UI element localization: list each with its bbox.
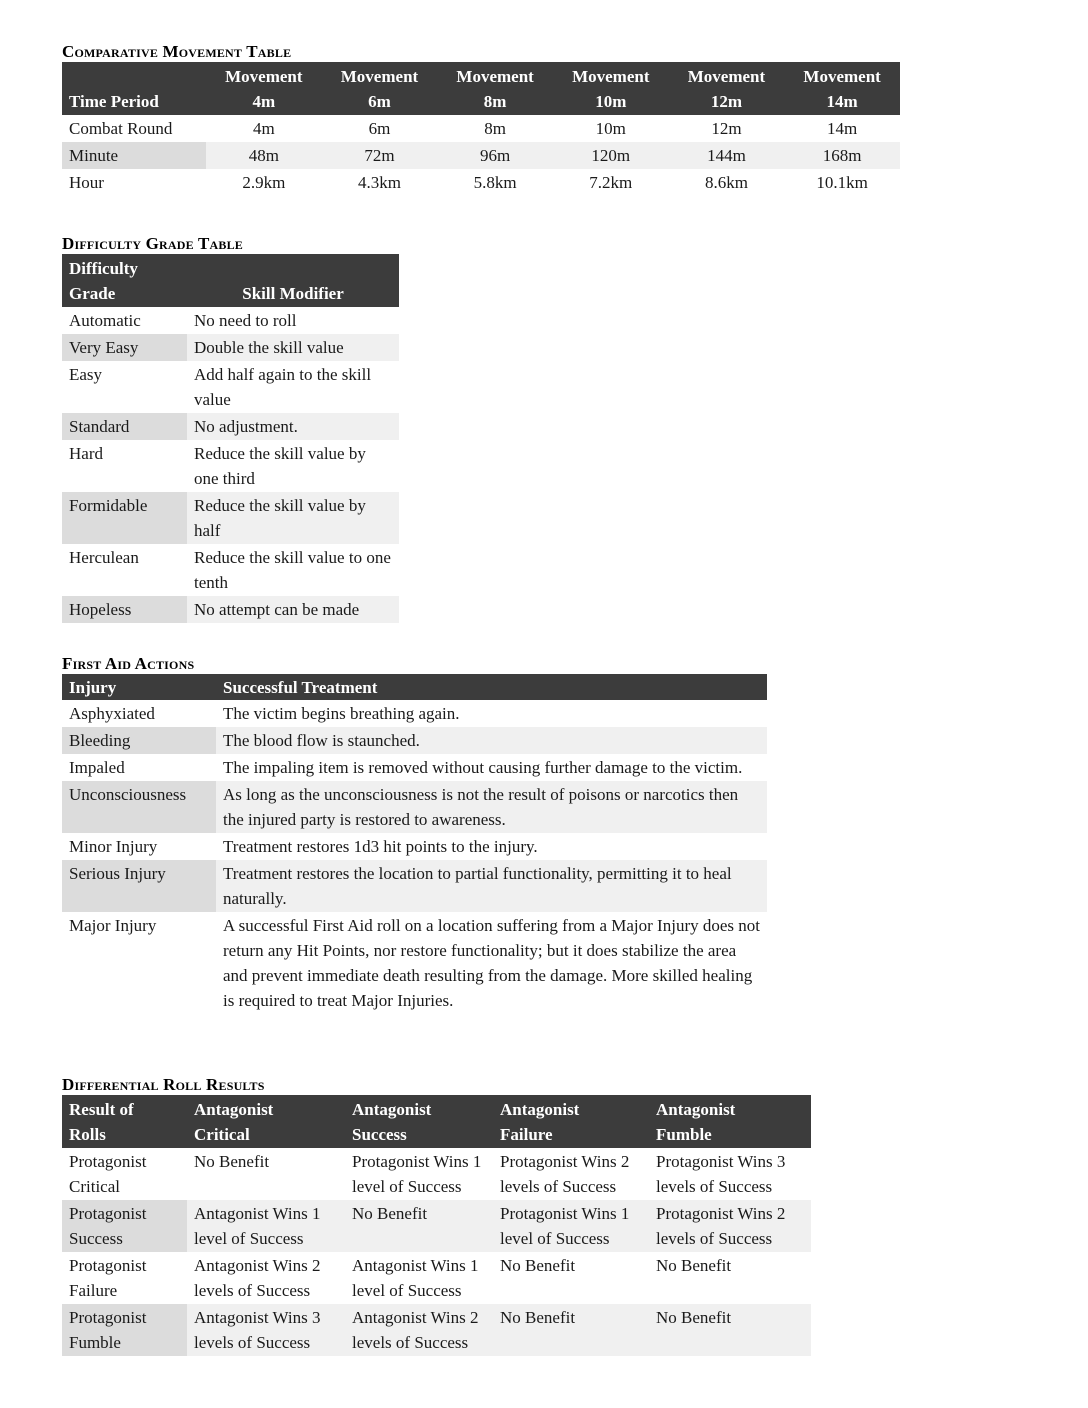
table-cell: 96m bbox=[437, 142, 553, 169]
table-cell: 4m bbox=[252, 119, 275, 138]
table-cell: 72m bbox=[322, 142, 438, 169]
header-movement-8m: Movement 8m bbox=[437, 62, 553, 115]
table-cell: 5.8km bbox=[473, 173, 517, 192]
differential-table bbox=[62, 1095, 811, 1356]
header-injury: Injury bbox=[62, 674, 216, 700]
table-cell: Reduce the skill value by one third bbox=[194, 444, 366, 488]
difficulty-header-row bbox=[62, 254, 399, 307]
table-row bbox=[62, 544, 399, 596]
table-cell: Bleeding bbox=[62, 727, 216, 754]
table-cell: 4.3km bbox=[357, 173, 401, 192]
table-cell: 6m bbox=[368, 119, 391, 138]
table-cell: The victim begins breathing again. bbox=[223, 704, 460, 723]
table-row bbox=[62, 169, 900, 196]
table-cell: The impaling item is removed without causing further damage to the victim. bbox=[223, 758, 743, 777]
header-difficulty-grade: Difficulty Grade bbox=[62, 254, 187, 307]
table-row bbox=[62, 492, 399, 544]
difficulty-table-title: Difficulty Grade Table bbox=[62, 234, 244, 253]
header-movement-4m: Movement 4m bbox=[206, 62, 322, 115]
table-cell: Hard bbox=[69, 444, 103, 463]
table-cell: 2.9km bbox=[242, 173, 286, 192]
header-antagonist-fumble: Antagonist Fumble bbox=[649, 1095, 811, 1148]
table-cell: No Benefit bbox=[500, 1256, 576, 1275]
table-cell: Unconsciousness bbox=[62, 781, 216, 833]
header-successful-treatment: Successful Treatment bbox=[216, 674, 767, 700]
table-row bbox=[62, 754, 767, 781]
table-row bbox=[62, 307, 399, 334]
table-cell: No need to roll bbox=[194, 311, 297, 330]
differential-table-title: Differential Roll Results bbox=[62, 1075, 265, 1094]
table-cell: Protagonist Failure bbox=[69, 1256, 147, 1300]
table-row bbox=[62, 833, 767, 860]
table-row bbox=[62, 700, 767, 727]
difficulty-section bbox=[62, 234, 399, 623]
table-cell: Major Injury bbox=[69, 916, 157, 935]
movement-table-title: Comparative Movement Table bbox=[62, 42, 292, 61]
table-cell: Protagonist Critical bbox=[69, 1152, 147, 1196]
table-cell: Reduce the skill value by half bbox=[187, 492, 399, 544]
table-row bbox=[62, 596, 399, 623]
table-cell: Add half again to the skill value bbox=[194, 365, 372, 409]
table-cell: 144m bbox=[669, 142, 785, 169]
table-cell: Minute bbox=[62, 142, 206, 169]
table-cell: Treatment restores the location to partial functionality, permitting it to heal naturally. bbox=[216, 860, 767, 912]
table-cell: Double the skill value bbox=[187, 334, 399, 361]
table-cell: 10.1km bbox=[816, 173, 868, 192]
header-movement-14m: Movement 14m bbox=[784, 62, 900, 115]
table-cell: The blood flow is staunched. bbox=[216, 727, 767, 754]
table-cell: Herculean bbox=[69, 548, 139, 567]
movement-header-row bbox=[62, 62, 900, 115]
table-cell: 10m bbox=[595, 119, 626, 138]
table-cell: 8.6km bbox=[704, 173, 748, 192]
table-row bbox=[62, 361, 399, 413]
table-cell: Treatment restores 1d3 hit points to the injury. bbox=[223, 837, 538, 856]
header-movement-12m: Movement 12m bbox=[669, 62, 785, 115]
table-cell: No Benefit bbox=[345, 1200, 493, 1252]
table-cell: 14m bbox=[827, 119, 858, 138]
header-movement-10m: Movement 10m bbox=[553, 62, 669, 115]
table-cell: Protagonist Wins 2 levels of Success bbox=[500, 1152, 630, 1196]
table-cell: Standard bbox=[62, 413, 187, 440]
table-cell: No adjustment. bbox=[187, 413, 399, 440]
table-cell: Hour bbox=[69, 173, 104, 192]
table-cell: Antagonist Wins 2 levels of Success bbox=[194, 1256, 321, 1300]
table-cell: No Benefit bbox=[194, 1152, 270, 1171]
table-cell: Asphyxiated bbox=[69, 704, 155, 723]
table-row bbox=[62, 860, 767, 912]
table-cell: As long as the unconsciousness is not the result of poisons or narcotics then the injured party is restored to awareness. bbox=[216, 781, 767, 833]
table-cell: No attempt can be made bbox=[187, 596, 399, 623]
table-cell: Protagonist Wins 1 level of Success bbox=[493, 1200, 649, 1252]
table-cell: 7.2km bbox=[589, 173, 633, 192]
header-skill-modifier: Skill Modifier bbox=[187, 254, 399, 307]
table-row bbox=[62, 413, 399, 440]
movement-section bbox=[62, 42, 900, 196]
differential-header-row bbox=[62, 1095, 811, 1148]
differential-section bbox=[62, 1075, 811, 1356]
table-cell: Antagonist Wins 3 levels of Success bbox=[187, 1304, 345, 1356]
first-aid-section bbox=[62, 654, 767, 1014]
table-row bbox=[62, 1252, 811, 1304]
table-cell: Automatic bbox=[69, 311, 141, 330]
difficulty-table bbox=[62, 254, 399, 623]
table-cell: No Benefit bbox=[649, 1304, 811, 1356]
first-aid-table-title: First Aid Actions bbox=[62, 654, 195, 673]
table-cell: No Benefit bbox=[656, 1256, 732, 1275]
table-cell: Protagonist Wins 3 levels of Success bbox=[656, 1152, 786, 1196]
table-row bbox=[62, 440, 399, 492]
table-row bbox=[62, 912, 767, 1014]
table-cell: 168m bbox=[784, 142, 900, 169]
table-cell: Protagonist Wins 1 level of Success bbox=[352, 1152, 482, 1196]
movement-table bbox=[62, 62, 900, 196]
table-cell: Protagonist Wins 2 levels of Success bbox=[649, 1200, 811, 1252]
table-cell: Protagonist Success bbox=[62, 1200, 187, 1252]
table-cell: Formidable bbox=[62, 492, 187, 544]
table-row bbox=[62, 1200, 811, 1252]
table-cell: 12m bbox=[711, 119, 742, 138]
table-cell: 120m bbox=[553, 142, 669, 169]
table-cell: Very Easy bbox=[62, 334, 187, 361]
table-cell: Impaled bbox=[69, 758, 125, 777]
header-movement-6m: Movement 6m bbox=[322, 62, 438, 115]
table-cell: Protagonist Fumble bbox=[62, 1304, 187, 1356]
header-antagonist-failure: Antagonist Failure bbox=[493, 1095, 649, 1148]
table-row bbox=[62, 115, 900, 142]
first-aid-table bbox=[62, 674, 767, 1014]
table-cell: Minor Injury bbox=[69, 837, 158, 856]
header-antagonist-critical: Antagonist Critical bbox=[187, 1095, 345, 1148]
header-result-of-rolls: Result of Rolls bbox=[62, 1095, 187, 1148]
table-cell: Serious Injury bbox=[62, 860, 216, 912]
first-aid-header-row bbox=[62, 674, 767, 700]
table-cell: Antagonist Wins 2 levels of Success bbox=[345, 1304, 493, 1356]
table-cell: Reduce the skill value to one tenth bbox=[194, 548, 391, 592]
table-row bbox=[62, 142, 900, 169]
table-cell: Antagonist Wins 1 level of Success bbox=[352, 1256, 479, 1300]
table-cell: Combat Round bbox=[69, 119, 173, 138]
table-row bbox=[62, 1304, 811, 1356]
table-cell: Easy bbox=[69, 365, 103, 384]
table-cell: 48m bbox=[206, 142, 322, 169]
table-cell: Antagonist Wins 1 level of Success bbox=[187, 1200, 345, 1252]
table-row bbox=[62, 1148, 811, 1200]
table-row bbox=[62, 727, 767, 754]
table-cell: No Benefit bbox=[493, 1304, 649, 1356]
table-cell: 8m bbox=[484, 119, 506, 138]
header-antagonist-success: Antagonist Success bbox=[345, 1095, 493, 1148]
table-row bbox=[62, 781, 767, 833]
header-time-period: Time Period bbox=[62, 62, 206, 115]
table-cell: A successful First Aid roll on a location suffering from a Major Injury does not return any Hit Points, nor restore functionality; but it does stabilize the area and prevent immediate death resulting from the damage. More skilled healing is required to treat Major Injuries. bbox=[223, 916, 760, 1010]
table-row bbox=[62, 334, 399, 361]
table-cell: Hopeless bbox=[62, 596, 187, 623]
